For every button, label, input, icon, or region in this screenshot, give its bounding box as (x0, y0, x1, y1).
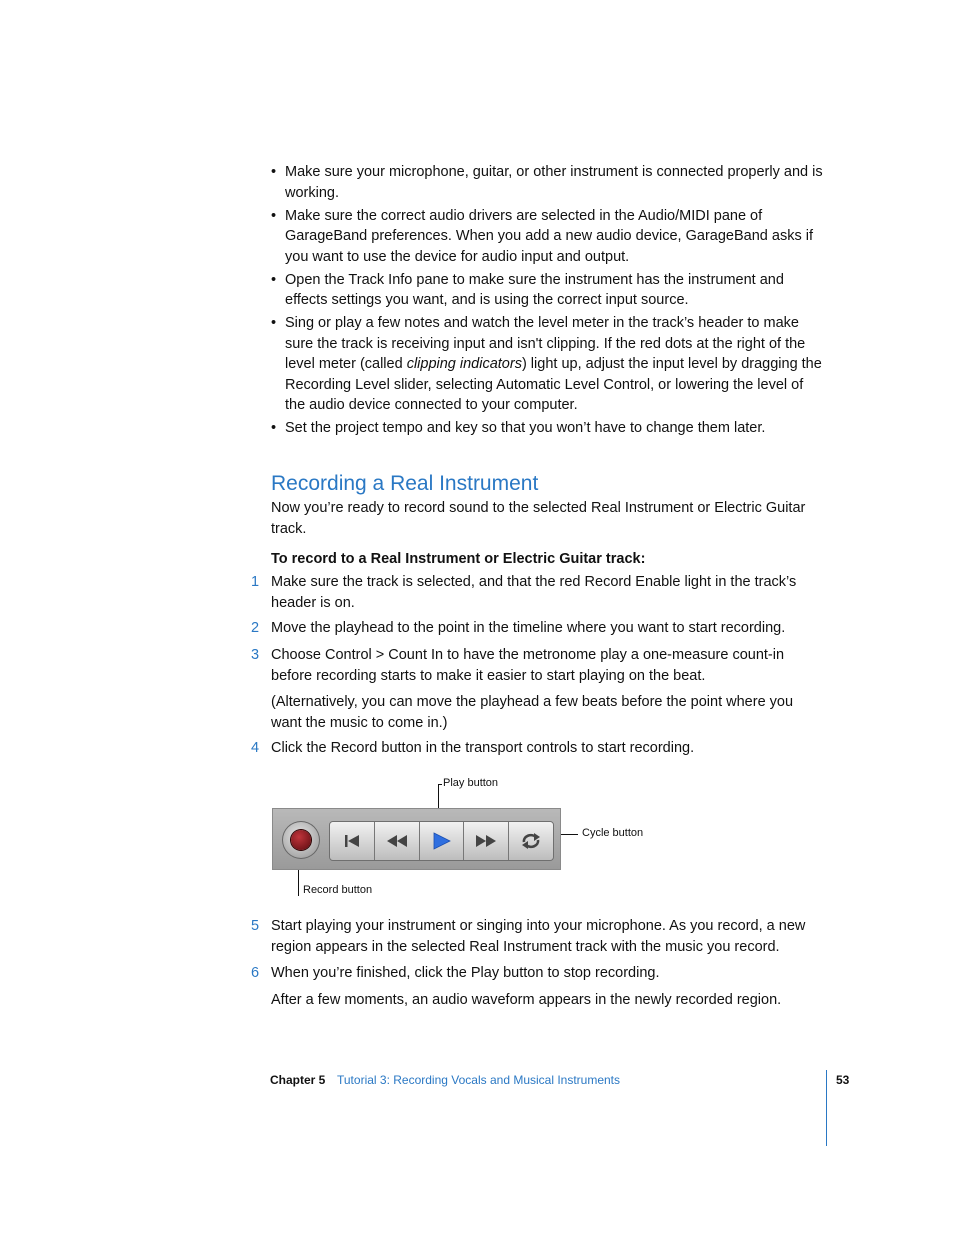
step-number: 2 (251, 620, 260, 636)
step-text: Start playing your instrument or singing into your microphone. As you record, a new region appears in the selected Real Instrument track with the music you record. (271, 918, 806, 955)
cycle-icon (520, 832, 542, 850)
callout-cycle: Cycle button (582, 827, 644, 839)
step-number: 5 (251, 918, 260, 934)
task-heading: To record to a Real Instrument or Electric Guitar track: (271, 551, 646, 567)
text-run: Sing or play a few notes and watch the level meter in the track’s header to make sure the track is receiving input and isn't clipping. If the red dots at the right of the level meter (called (285, 315, 806, 373)
list-item: • Make sure your microphone, guitar, or other instrument is connected properly and is working. (271, 162, 827, 203)
emphasis-term: clipping indicators (406, 356, 522, 373)
fast-forward-button[interactable] (464, 822, 509, 860)
checklist (271, 162, 827, 441)
transport-controls (272, 808, 561, 870)
leader-line (438, 784, 442, 785)
step-text: Move the playhead to the point in the timeline where you want to start recording. (271, 620, 786, 636)
step-text: When you’re finished, click the Play button to stop recording. (271, 965, 660, 981)
step-text: Make sure the track is selected, and that the red Record Enable light in the track’s header is on. (271, 574, 797, 611)
footer-chapter-title: Tutorial 3: Recording Vocals and Musical Instruments (337, 1073, 621, 1087)
cycle-button[interactable] (509, 822, 553, 860)
step-number: 6 (251, 965, 260, 981)
record-button[interactable] (282, 821, 320, 859)
footer-divider (826, 1070, 827, 1146)
footer-chapter: Chapter 5 (270, 1073, 326, 1087)
go-to-beginning-icon (341, 832, 363, 850)
record-icon (291, 830, 311, 850)
step-item (251, 916, 827, 957)
callout-record: Record button (303, 884, 373, 896)
step-item (251, 618, 827, 639)
step-number: 4 (251, 740, 260, 756)
list-item: • Make sure the correct audio drivers are selected in the Audio/MIDI pane of GarageBand preferences. When you add a new audio device, GarageBand asks if you want to use the device for audio input and output. (271, 206, 827, 268)
rewind-icon (386, 832, 408, 850)
section-heading: Recording a Real Instrument (271, 472, 539, 495)
section-intro: Now you’re ready to record sound to the selected Real Instrument or Electric Guitar track. (271, 500, 806, 537)
rewind-button[interactable] (375, 822, 420, 860)
list-item (271, 313, 827, 416)
fast-forward-icon (475, 832, 497, 850)
list-item: • Set the project tempo and key so that you won’t have to change them later. (271, 418, 827, 439)
step-item (251, 963, 827, 984)
transport-button-group (329, 821, 554, 861)
step-note (271, 692, 827, 733)
step-item (251, 738, 827, 759)
page-number: 53 (836, 1073, 850, 1087)
step-item (251, 645, 827, 686)
step-note (271, 990, 827, 1011)
go-to-beginning-button[interactable] (330, 822, 375, 860)
step-text: Choose Control > Count In to have the metronome play a one-measure count-in before recording starts to make it easier to start playing on the beat. (271, 647, 785, 684)
step-number: 3 (251, 647, 260, 663)
step-number: 1 (251, 574, 260, 590)
text-run: ) light up, adjust the input level by dragging the Recording Level slider, selecting Automatic Level Control, or lowering the level of the audio device connected to your computer. (285, 356, 822, 414)
callout-play: Play button (443, 777, 499, 789)
step-text: After a few moments, an audio waveform appears in the newly recorded region. (271, 992, 782, 1008)
list-item: • Open the Track Info pane to make sure the instrument has the instrument and effects settings you want, and is using the correct input source. (271, 270, 827, 311)
play-icon (430, 832, 452, 850)
play-button[interactable] (420, 822, 465, 860)
step-item (251, 572, 827, 613)
step-text: Click the Record button in the transport controls to start recording. (271, 740, 695, 756)
step-text: (Alternatively, you can move the playhead a few beats before the point where you want the music to come in.) (271, 694, 794, 731)
